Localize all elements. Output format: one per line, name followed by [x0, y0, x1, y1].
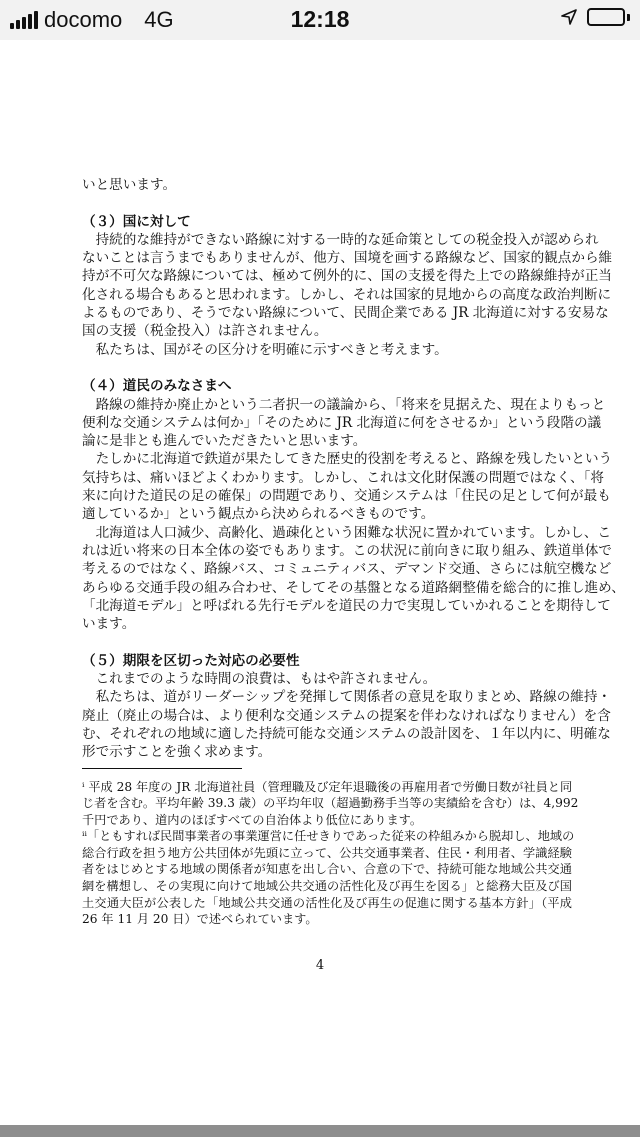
- text-line: 便利な交通システムは何か」「そのために JR 北海道に何をさせるか」という段階の議: [82, 414, 602, 431]
- text-line: れは近い将来の日本全体の姿でもあります。この状況に前向きに取り組み、鉄道単体で: [82, 542, 612, 559]
- text-line: 北海道は人口減少、高齢化、過疎化という困難な状況に置かれています。しかし、こ: [82, 524, 612, 541]
- text-line: 化される場合もあると思われます。しかし、それは国家的見地からの高度な政治判断に: [82, 286, 612, 303]
- status-right: [561, 8, 630, 26]
- footnote-line: じ者を含む。平均年齢 39.3 歳）の平均年収（超過勤務手当等の実績給を含む）は、4,992: [82, 796, 579, 811]
- text-line: いと思います。: [82, 177, 177, 193]
- text-line: よるものであり、そうでない路線について、民間企業である JR 北海道に対する安易な: [82, 305, 609, 322]
- footnote-line: 者をはじめとする地域の関係者が知恵を出し合い、合意の下で、持続可能な地域公共交通: [82, 862, 572, 877]
- text-line: 国の支援（税金投入）は許されません。: [82, 323, 328, 340]
- status-clock: 12:18: [290, 6, 350, 32]
- text-line: 気持ちは、痛いほどよくわかります。しかし、これは文化財保護の問題ではなく、「将: [82, 469, 604, 486]
- footnote-line: ⁱ 平成 28 年度の JR 北海道社員（管理職及び定年退職後の再雇用者で労働日数が社員と同: [82, 779, 573, 794]
- footnote-line: 千円であり、道内のほぼすべての自治体より低位にあります。: [82, 812, 423, 827]
- status-bar: [0, 0, 640, 40]
- text-line: む、それぞれの地域に適した持続可能な交通システムの設計図を、１年以内に、明確な: [82, 725, 611, 742]
- paragraph-gap: [82, 633, 572, 651]
- battery-icon: [587, 8, 630, 26]
- network-type: 4G: [144, 7, 174, 32]
- document-body: [82, 176, 625, 928]
- text-line: 路線の維持か廃止かという二者択一の議論から、「将来を見据えた、現在よりもっと: [82, 396, 606, 413]
- section-heading: （５）期限を区切った対応の必要性: [82, 652, 300, 669]
- text-line: ないことは言うまでもありませんが、他方、国境を画する路線など、国家的観点から維: [82, 250, 613, 267]
- paragraph-gap: [82, 194, 572, 212]
- footnote-line: ⁱⁱ「ともすれば民間事業者の事業運営に任せきりであった従来の枠組みから脱却し、地域の: [82, 829, 575, 844]
- footnotes: [82, 779, 579, 928]
- bottom-toolbar: [0, 1125, 640, 1137]
- text-line: 持が不可欠な路線については、極めて例外的に、国の支援を得た上での路線維持が正当: [82, 268, 612, 285]
- text-line: 来に向けた道民の足の確保」の問題であり、交通システムは「住民の足として何が最も: [82, 488, 611, 505]
- text-line: 廃止（廃止の場合は、より便利な交通システムの提案を伴わなければなりません）を含: [82, 707, 611, 724]
- text-line: 考えるのではなく、路線バス、コミュニティバス、デマンド交通、さらには航空機など: [82, 561, 612, 578]
- location-arrow-icon: [561, 9, 577, 25]
- text-line: たしかに北海道で鉄道が果たしてきた歴史的役割を考えると、路線を残したいという: [82, 451, 613, 468]
- footnote-line: 総合行政を担う地方公共団体が先頭に立って、公共交通事業者、住民・利用者、学識経験: [82, 845, 572, 860]
- text-line: 形で示すことを強く求めます。: [82, 744, 272, 761]
- text-line: 論に是非とも進んでいただきたいと思います。: [82, 433, 367, 450]
- page-number: 4: [315, 958, 325, 973]
- paragraph-gap: [82, 359, 572, 377]
- text-line: 持続的な維持ができない路線に対する一時的な延命策としての税金投入が認められ: [82, 231, 599, 248]
- text-line: これまでのような時間の浪費は、もはや許されません。: [82, 671, 437, 688]
- text-line: 適しているか」という観点から決められるべきものです。: [82, 506, 435, 523]
- document-text: [82, 176, 625, 762]
- text-line: 「北海道モデル」と呼ばれる先行モデルを道民の力で実現していかれることを期待して: [82, 597, 611, 614]
- text-line: 私たちは、道がリーダーシップを発揮して関係者の意見を取りまとめ、路線の維持・: [82, 689, 612, 706]
- footnote-line: 土交通大臣が公表した「地域公共交通の活性化及び再生の促進に関する基本方針」（平成: [82, 895, 572, 910]
- text-line: います。: [82, 616, 136, 633]
- footnote-line: 26 年 11 月 20 日）で述べられています。: [82, 912, 318, 927]
- carrier-name: docomo: [44, 7, 123, 32]
- footnote-line: 網を構想し、その実現に向けて地域公共交通の活性化及び再生を図る」と総務大臣及び国: [82, 879, 572, 894]
- footnote-separator: [82, 768, 242, 769]
- text-line: あらゆる交通手段の組み合わせ、そしてその基盤となる道路網整備を総合的に推し進め、: [82, 579, 625, 596]
- section-heading: （４）道民のみなさまへ: [82, 378, 232, 395]
- section-heading: （３）国に対して: [82, 213, 191, 230]
- text-line: 私たちは、国がその区分けを明確に示すべきと考えます。: [82, 341, 448, 358]
